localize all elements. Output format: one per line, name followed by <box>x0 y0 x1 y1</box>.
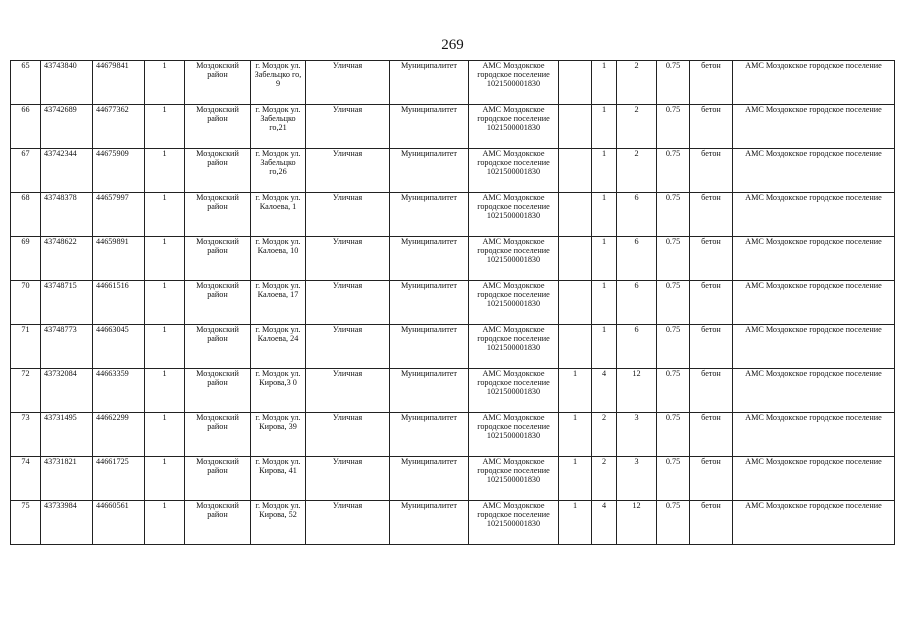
holder-cell: АМС Моздокское городское поселение <box>733 105 895 149</box>
table-row <box>11 193 895 237</box>
owner-type-cell: Муниципалитет <box>390 413 469 457</box>
volume-cell: 0.75 <box>657 325 690 369</box>
table-row <box>11 501 895 545</box>
row-number-cell: 74 <box>11 457 41 501</box>
row-number-cell: 70 <box>11 281 41 325</box>
owner-org-cell: АМС Моздокское городское поселение 1021500001830 <box>469 149 559 193</box>
location-type-cell: Уличная <box>306 105 390 149</box>
address-cell: г. Моздок ул. Калоева, 1 <box>251 193 306 237</box>
material-cell: бетон <box>690 61 733 105</box>
latitude-cell: 43742344 <box>41 149 93 193</box>
qty-c-cell: 3 <box>617 457 657 501</box>
qty-b-cell: 4 <box>592 369 617 413</box>
address-cell: г. Моздок ул. Калоева, 10 <box>251 237 306 281</box>
material-cell: бетон <box>690 193 733 237</box>
table-row <box>11 149 895 193</box>
row-number-cell: 67 <box>11 149 41 193</box>
longitude-cell: 44679841 <box>93 61 145 105</box>
volume-cell: 0.75 <box>657 501 690 545</box>
qty-a-cell <box>559 61 592 105</box>
owner-org-cell: АМС Моздокское городское поселение 1021500001830 <box>469 369 559 413</box>
owner-org-cell: АМС Моздокское городское поселение 1021500001830 <box>469 457 559 501</box>
location-type-cell: Уличная <box>306 457 390 501</box>
district-cell: Моздокский район <box>185 149 251 193</box>
qty-c-cell: 2 <box>617 61 657 105</box>
latitude-cell: 43748378 <box>41 193 93 237</box>
owner-org-cell: АМС Моздокское городское поселение 1021500001830 <box>469 237 559 281</box>
district-cell: Моздокский район <box>185 325 251 369</box>
qty-a-cell <box>559 281 592 325</box>
qty-c-cell: 2 <box>617 149 657 193</box>
owner-type-cell: Муниципалитет <box>390 281 469 325</box>
row-number-cell: 72 <box>11 369 41 413</box>
qty-a-cell <box>559 193 592 237</box>
latitude-cell: 43732084 <box>41 369 93 413</box>
material-cell: бетон <box>690 281 733 325</box>
volume-cell: 0.75 <box>657 457 690 501</box>
holder-cell: АМС Моздокское городское поселение <box>733 501 895 545</box>
holder-cell: АМС Моздокское городское поселение <box>733 369 895 413</box>
district-cell: Моздокский район <box>185 501 251 545</box>
holder-cell: АМС Моздокское городское поселение <box>733 193 895 237</box>
qty-c-cell: 12 <box>617 501 657 545</box>
address-cell: г. Моздок ул. Забельцко го,26 <box>251 149 306 193</box>
volume-cell: 0.75 <box>657 369 690 413</box>
table-row <box>11 457 895 501</box>
registry-table-body <box>11 61 895 545</box>
qty-c-cell: 6 <box>617 237 657 281</box>
owner-org-cell: АМС Моздокское городское поселение 1021500001830 <box>469 193 559 237</box>
count-cell: 1 <box>145 413 185 457</box>
qty-a-cell: 1 <box>559 501 592 545</box>
material-cell: бетон <box>690 369 733 413</box>
count-cell: 1 <box>145 369 185 413</box>
qty-c-cell: 12 <box>617 369 657 413</box>
table-row <box>11 413 895 457</box>
qty-b-cell: 2 <box>592 413 617 457</box>
address-cell: г. Моздок ул. Забельцко го, 9 <box>251 61 306 105</box>
row-number-cell: 68 <box>11 193 41 237</box>
address-cell: г. Моздок ул. Кирова, 41 <box>251 457 306 501</box>
owner-type-cell: Муниципалитет <box>390 369 469 413</box>
qty-c-cell: 6 <box>617 193 657 237</box>
latitude-cell: 43731495 <box>41 413 93 457</box>
location-type-cell: Уличная <box>306 193 390 237</box>
table-row <box>11 325 895 369</box>
longitude-cell: 44659891 <box>93 237 145 281</box>
table-row <box>11 369 895 413</box>
volume-cell: 0.75 <box>657 413 690 457</box>
district-cell: Моздокский район <box>185 237 251 281</box>
latitude-cell: 43742689 <box>41 105 93 149</box>
owner-org-cell: АМС Моздокское городское поселение 1021500001830 <box>469 61 559 105</box>
latitude-cell: 43743840 <box>41 61 93 105</box>
district-cell: Моздокский район <box>185 193 251 237</box>
count-cell: 1 <box>145 193 185 237</box>
address-cell: г. Моздок ул. Калоева, 24 <box>251 325 306 369</box>
longitude-cell: 44657997 <box>93 193 145 237</box>
location-type-cell: Уличная <box>306 369 390 413</box>
qty-b-cell: 4 <box>592 501 617 545</box>
row-number-cell: 66 <box>11 105 41 149</box>
count-cell: 1 <box>145 501 185 545</box>
volume-cell: 0.75 <box>657 237 690 281</box>
material-cell: бетон <box>690 413 733 457</box>
qty-a-cell: 1 <box>559 369 592 413</box>
holder-cell: АМС Моздокское городское поселение <box>733 281 895 325</box>
longitude-cell: 44662299 <box>93 413 145 457</box>
location-type-cell: Уличная <box>306 281 390 325</box>
address-cell: г. Моздок ул. Калоева, 17 <box>251 281 306 325</box>
count-cell: 1 <box>145 237 185 281</box>
qty-c-cell: 6 <box>617 281 657 325</box>
material-cell: бетон <box>690 237 733 281</box>
table-row <box>11 105 895 149</box>
table-row <box>11 281 895 325</box>
material-cell: бетон <box>690 325 733 369</box>
volume-cell: 0.75 <box>657 105 690 149</box>
qty-a-cell <box>559 105 592 149</box>
district-cell: Моздокский район <box>185 281 251 325</box>
qty-b-cell: 1 <box>592 193 617 237</box>
qty-c-cell: 3 <box>617 413 657 457</box>
location-type-cell: Уличная <box>306 237 390 281</box>
latitude-cell: 43748715 <box>41 281 93 325</box>
district-cell: Моздокский район <box>185 413 251 457</box>
material-cell: бетон <box>690 501 733 545</box>
count-cell: 1 <box>145 325 185 369</box>
holder-cell: АМС Моздокское городское поселение <box>733 325 895 369</box>
row-number-cell: 71 <box>11 325 41 369</box>
registry-table <box>10 60 895 545</box>
table-row <box>11 61 895 105</box>
holder-cell: АМС Моздокское городское поселение <box>733 61 895 105</box>
district-cell: Моздокский район <box>185 457 251 501</box>
row-number-cell: 65 <box>11 61 41 105</box>
owner-type-cell: Муниципалитет <box>390 457 469 501</box>
owner-type-cell: Муниципалитет <box>390 149 469 193</box>
holder-cell: АМС Моздокское городское поселение <box>733 237 895 281</box>
holder-cell: АМС Моздокское городское поселение <box>733 413 895 457</box>
district-cell: Моздокский район <box>185 61 251 105</box>
qty-b-cell: 1 <box>592 149 617 193</box>
district-cell: Моздокский район <box>185 369 251 413</box>
location-type-cell: Уличная <box>306 501 390 545</box>
qty-a-cell <box>559 237 592 281</box>
count-cell: 1 <box>145 61 185 105</box>
qty-a-cell <box>559 325 592 369</box>
qty-a-cell: 1 <box>559 457 592 501</box>
longitude-cell: 44660561 <box>93 501 145 545</box>
owner-type-cell: Муниципалитет <box>390 61 469 105</box>
row-number-cell: 75 <box>11 501 41 545</box>
owner-org-cell: АМС Моздокское городское поселение 1021500001830 <box>469 105 559 149</box>
owner-type-cell: Муниципалитет <box>390 105 469 149</box>
longitude-cell: 44661516 <box>93 281 145 325</box>
longitude-cell: 44675909 <box>93 149 145 193</box>
address-cell: г. Моздок ул. Кирова, 52 <box>251 501 306 545</box>
qty-c-cell: 2 <box>617 105 657 149</box>
longitude-cell: 44663359 <box>93 369 145 413</box>
volume-cell: 0.75 <box>657 149 690 193</box>
qty-a-cell <box>559 149 592 193</box>
material-cell: бетон <box>690 457 733 501</box>
location-type-cell: Уличная <box>306 325 390 369</box>
owner-type-cell: Муниципалитет <box>390 325 469 369</box>
address-cell: г. Моздок ул. Забельцко го,21 <box>251 105 306 149</box>
longitude-cell: 44661725 <box>93 457 145 501</box>
count-cell: 1 <box>145 149 185 193</box>
material-cell: бетон <box>690 149 733 193</box>
qty-a-cell: 1 <box>559 413 592 457</box>
count-cell: 1 <box>145 105 185 149</box>
latitude-cell: 43733984 <box>41 501 93 545</box>
qty-b-cell: 1 <box>592 237 617 281</box>
location-type-cell: Уличная <box>306 61 390 105</box>
location-type-cell: Уличная <box>306 149 390 193</box>
district-cell: Моздокский район <box>185 105 251 149</box>
row-number-cell: 69 <box>11 237 41 281</box>
material-cell: бетон <box>690 105 733 149</box>
qty-b-cell: 1 <box>592 105 617 149</box>
owner-org-cell: АМС Моздокское городское поселение 1021500001830 <box>469 413 559 457</box>
volume-cell: 0.75 <box>657 281 690 325</box>
holder-cell: АМС Моздокское городское поселение <box>733 457 895 501</box>
owner-org-cell: АМС Моздокское городское поселение 1021500001830 <box>469 281 559 325</box>
longitude-cell: 44677362 <box>93 105 145 149</box>
qty-b-cell: 1 <box>592 325 617 369</box>
longitude-cell: 44663045 <box>93 325 145 369</box>
qty-b-cell: 1 <box>592 61 617 105</box>
latitude-cell: 43748622 <box>41 237 93 281</box>
owner-org-cell: АМС Моздокское городское поселение 1021500001830 <box>469 325 559 369</box>
count-cell: 1 <box>145 457 185 501</box>
address-cell: г. Моздок ул. Кирова,3 0 <box>251 369 306 413</box>
location-type-cell: Уличная <box>306 413 390 457</box>
owner-type-cell: Муниципалитет <box>390 193 469 237</box>
volume-cell: 0.75 <box>657 193 690 237</box>
qty-c-cell: 6 <box>617 325 657 369</box>
table-row <box>11 237 895 281</box>
page-number: 269 <box>441 37 464 53</box>
qty-b-cell: 1 <box>592 281 617 325</box>
address-cell: г. Моздок ул. Кирова, 39 <box>251 413 306 457</box>
owner-type-cell: Муниципалитет <box>390 501 469 545</box>
owner-type-cell: Муниципалитет <box>390 237 469 281</box>
count-cell: 1 <box>145 281 185 325</box>
holder-cell: АМС Моздокское городское поселение <box>733 149 895 193</box>
owner-org-cell: АМС Моздокское городское поселение 1021500001830 <box>469 501 559 545</box>
qty-b-cell: 2 <box>592 457 617 501</box>
latitude-cell: 43748773 <box>41 325 93 369</box>
latitude-cell: 43731821 <box>41 457 93 501</box>
row-number-cell: 73 <box>11 413 41 457</box>
volume-cell: 0.75 <box>657 61 690 105</box>
